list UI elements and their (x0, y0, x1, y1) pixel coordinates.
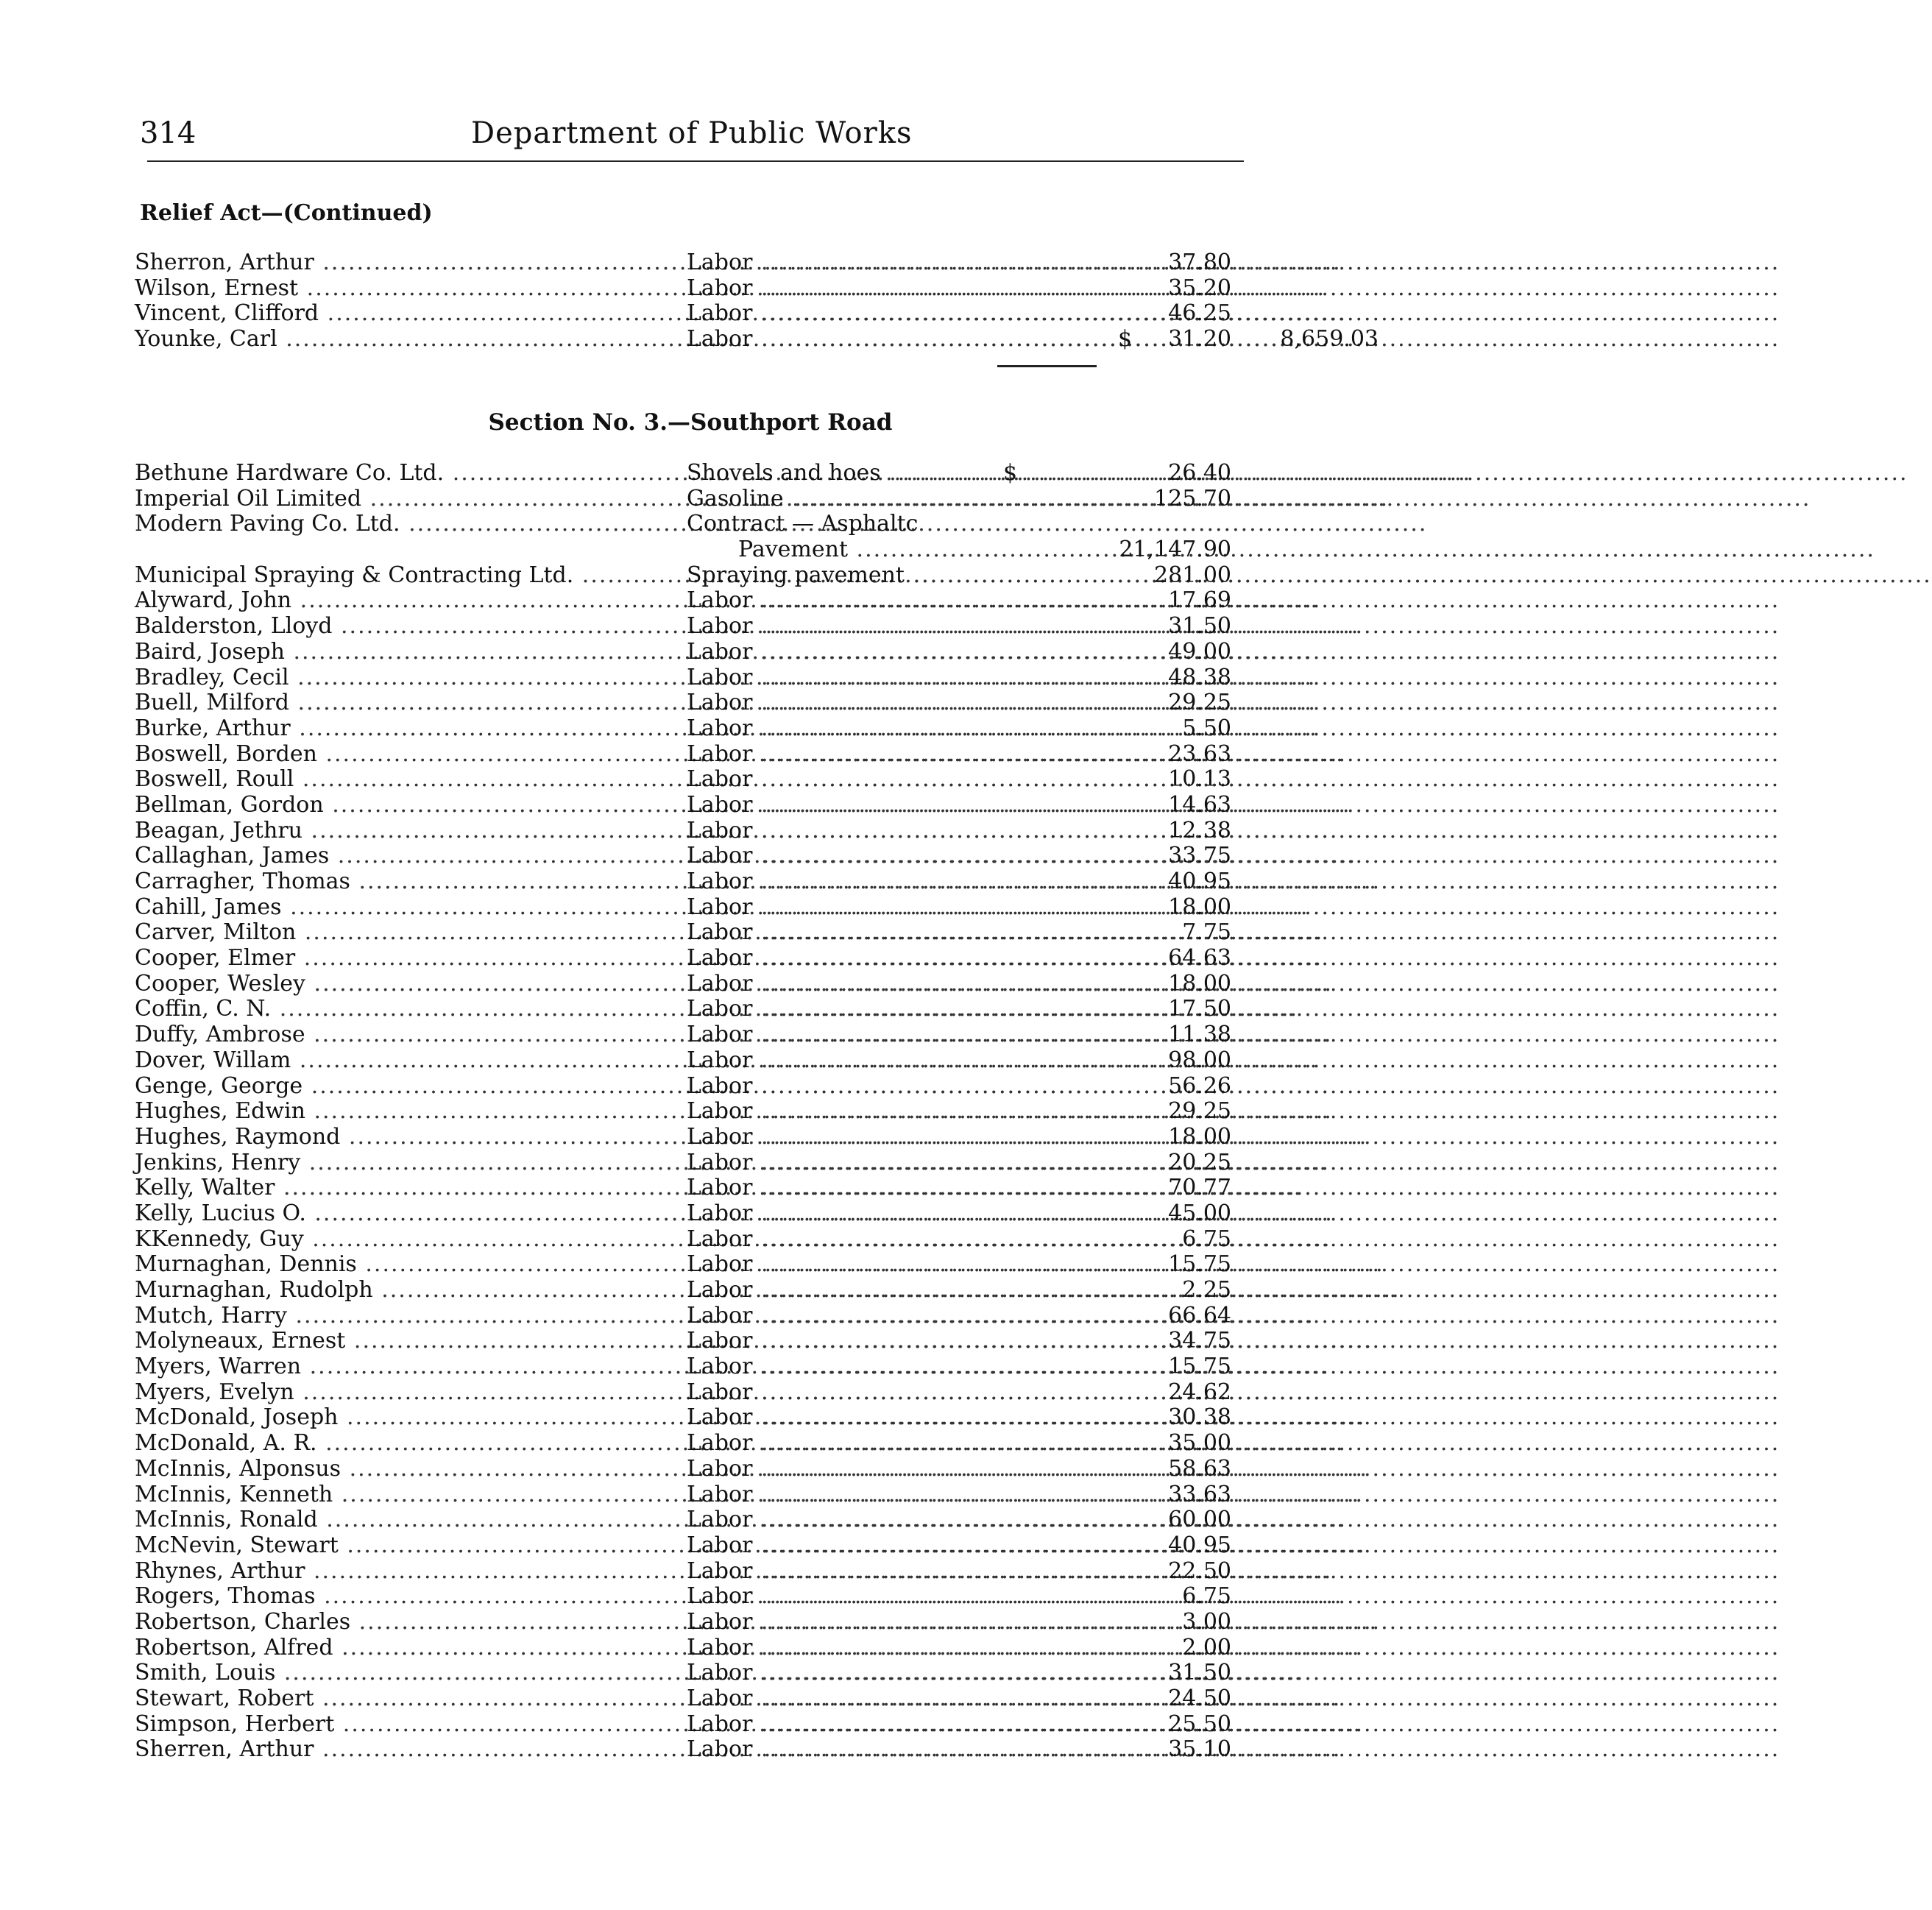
payment-description: Labor ..... (687, 1022, 1112, 1048)
payment-amount: 3.00 (1182, 1608, 1231, 1635)
payment-amount: 18.00 (1168, 970, 1231, 997)
payment-amount: 31.50 (1168, 1660, 1231, 1686)
payment-description: Labor ..... (687, 1533, 1112, 1559)
payment-description: Shovels and hoes ..... (687, 461, 1112, 487)
payment-amount: 22.50 (1168, 1557, 1231, 1584)
payment-amount: 70.77 (1168, 1175, 1231, 1201)
ledger-row (135, 1737, 1253, 1763)
ledger-row (135, 920, 1253, 946)
ledger-row (135, 640, 1253, 665)
payment-amount: 17.69 (1168, 587, 1231, 614)
payment-amount: 2.25 (1182, 1277, 1231, 1303)
ledger-row (135, 1380, 1253, 1406)
payment-description: Labor ..... (687, 1507, 1112, 1533)
payee-name: McDonald, A. R. ..... (135, 1431, 683, 1457)
payment-description: Labor ..... (687, 250, 1112, 276)
ledger-row (135, 487, 1253, 512)
ledger-row (135, 767, 1253, 793)
payment-amount: 33.63 (1168, 1481, 1231, 1507)
payee-name: Cahill, James ..... (135, 895, 683, 921)
payment-amount: 34.75 (1168, 1328, 1231, 1354)
payment-description: Labor ..... (687, 1304, 1112, 1329)
ledger-row (135, 1354, 1253, 1380)
payment-amount: 24.50 (1168, 1686, 1231, 1711)
ledger-row (135, 1712, 1253, 1738)
payment-amount: 29.25 (1168, 1098, 1231, 1125)
payee-name: Modern Paving Co. Ltd. ..... (135, 512, 683, 537)
payee-name: Buell, Milford ..... (135, 690, 683, 716)
payment-amount: 29.25 (1168, 690, 1231, 716)
payment-amount: 66.64 (1168, 1302, 1231, 1329)
payment-amount: 30.38 (1168, 1404, 1231, 1431)
ledger-row (135, 1201, 1253, 1227)
payment-amount: 125.70 (1154, 485, 1231, 512)
payment-description: Labor ..... (687, 869, 1112, 895)
ledger-row (135, 1457, 1253, 1482)
payee-name: Carragher, Thomas ..... (135, 869, 683, 895)
payment-description: Labor ..... (687, 588, 1112, 614)
payee-name: Callaghan, James ..... (135, 843, 683, 869)
payment-amount: 17.50 (1168, 996, 1231, 1022)
payment-description: Labor ..... (687, 1686, 1112, 1712)
payment-amount: 40.95 (1168, 1532, 1231, 1558)
ledger-row (135, 1022, 1253, 1048)
ledger-row (135, 326, 1379, 353)
payment-description: Labor ..... (687, 818, 1112, 844)
page-number: 314 (140, 116, 197, 150)
payee-name: Municipal Spraying & Contracting Ltd. ..... (135, 563, 683, 589)
payment-amount: 23.63 (1168, 740, 1231, 767)
payment-amount: 37.80 (1168, 250, 1231, 275)
payee-name: Hughes, Raymond ..... (135, 1125, 683, 1150)
currency-symbol-text: $ (1003, 460, 1018, 486)
payment-description: Labor ..... (687, 1278, 1112, 1304)
payment-amount: 18.00 (1168, 894, 1231, 920)
ledger-row (135, 972, 1253, 997)
ledger-row (135, 843, 1253, 869)
payment-amount: 46.25 (1168, 300, 1231, 327)
ledger-row (135, 1431, 1253, 1457)
payment-amount: 40.95 (1168, 869, 1231, 894)
payment-amount: 25.50 (1168, 1711, 1231, 1737)
payment-amount: 10.13 (1168, 766, 1231, 793)
running-head: Department of Public Works (471, 116, 913, 150)
payee-name: McInnis, Alponsus ..... (135, 1457, 683, 1482)
payment-description: Labor ..... (687, 1712, 1112, 1738)
payment-description: Labor ..... (687, 843, 1112, 869)
payment-description: Labor ..... (687, 1610, 1112, 1635)
payment-amount: 64.63 (1168, 945, 1231, 972)
ledger-row (135, 461, 1253, 487)
payment-description: Labor ..... (687, 997, 1112, 1022)
section-heading-southport-road: Section No. 3.—Southport Road (488, 409, 893, 436)
payment-description: Labor ..... (687, 1584, 1112, 1610)
labor-rows (135, 588, 1253, 1763)
payment-amount: 6.75 (1182, 1225, 1231, 1252)
payment-description: Labor ..... (687, 1175, 1112, 1201)
payment-description: Labor ..... (687, 614, 1112, 640)
southport-road-rows (135, 461, 1253, 1763)
payee-name: Wilson, Ernest ..... (135, 276, 683, 302)
payment-amount: 5.50 (1182, 715, 1231, 741)
payee-name: McInnis, Ronald ..... (135, 1507, 683, 1533)
payment-description: Labor ..... (687, 1201, 1112, 1227)
payee-name: Boswell, Borden ..... (135, 742, 683, 768)
payee-name: Coffin, C. N. ..... (135, 997, 683, 1022)
payment-amount: 35.00 (1168, 1430, 1231, 1457)
payee-name: Imperial Oil Limited ..... (135, 487, 683, 512)
payee-name: Bradley, Cecil ..... (135, 665, 683, 691)
payment-amount: 33.75 (1168, 843, 1231, 869)
payee-name: Murnaghan, Rudolph ..... (135, 1278, 683, 1304)
payment-description: Labor ..... (687, 946, 1112, 972)
ledger-row (135, 1227, 1253, 1253)
payment-amount: 31.20 (1168, 326, 1231, 353)
payment-description: Labor ..... (687, 327, 1112, 353)
payment-amount: 24.62 (1168, 1379, 1231, 1405)
payee-name: Murnaghan, Dennis ..... (135, 1252, 683, 1278)
payment-description: Spraying pavement ..... (687, 563, 1112, 589)
ledger-row (135, 1252, 1253, 1278)
payment-description: Labor ..... (687, 716, 1112, 742)
ledger-row (135, 818, 1253, 844)
ledger-row (135, 1559, 1253, 1585)
payment-amount: 60.00 (1168, 1507, 1231, 1533)
ledger-row (135, 588, 1253, 614)
payee-name: Mutch, Harry ..... (135, 1304, 683, 1329)
ledger-row (135, 1150, 1253, 1176)
payment-description: Labor ..... (687, 1099, 1112, 1125)
payee-name: Kelly, Lucius O. ..... (135, 1201, 683, 1227)
payment-description: Labor ..... (687, 1482, 1112, 1508)
payee-name: Carver, Milton ..... (135, 920, 683, 946)
payment-description: Labor ..... (687, 1457, 1112, 1482)
payment-description: Labor ..... (687, 793, 1112, 818)
payment-amount: 56.26 (1168, 1072, 1231, 1099)
ledger-row (135, 869, 1253, 895)
payee-name: Cooper, Wesley ..... (135, 972, 683, 997)
payee-name: Sherron, Arthur ..... (135, 250, 683, 276)
payee-name: Bethune Hardware Co. Ltd. ..... (135, 461, 683, 487)
payment-description: Labor ..... (687, 1354, 1112, 1380)
payee-name: Dover, Willam ..... (135, 1048, 683, 1074)
ledger-row (135, 1635, 1253, 1661)
payment-amount: 15.75 (1168, 1251, 1231, 1278)
payment-amount: 6.75 (1182, 1583, 1231, 1610)
ledger-row (135, 1507, 1253, 1533)
ledger-row (135, 1533, 1253, 1559)
sum-rule (997, 365, 1097, 367)
ledger-row (135, 1584, 1253, 1610)
payment-description: Labor ..... (687, 895, 1112, 921)
payment-description: Labor ..... (687, 972, 1112, 997)
ledger-row (135, 1610, 1253, 1635)
payment-description: Labor ..... (687, 276, 1112, 302)
payment-description: Labor ..... (687, 1635, 1112, 1661)
payee-name: Vincent, Clifford ..... (135, 301, 683, 327)
payee-name: Molyneaux, Ernest ..... (135, 1329, 683, 1354)
payee-name: Rhynes, Arthur ..... (135, 1559, 683, 1585)
payment-amount: 49.00 (1168, 638, 1231, 665)
payment-amount: 48.38 (1168, 664, 1231, 690)
payee-name: Simpson, Herbert ..... (135, 1712, 683, 1738)
payment-amount: 35.20 (1168, 275, 1231, 301)
payee-name: McInnis, Kenneth ..... (135, 1482, 683, 1508)
payee-name: Duffy, Ambrose ..... (135, 1022, 683, 1048)
payment-description: Labor ..... (687, 1559, 1112, 1585)
payment-amount: 35.10 (1168, 1736, 1231, 1763)
payee-name: Sherren, Arthur ..... (135, 1737, 683, 1763)
ledger-row-continuation (135, 537, 1253, 563)
payment-amount: 21,147.90 (1119, 537, 1231, 563)
payee-name: Boswell, Roull ..... (135, 767, 683, 793)
payee-name: KKennedy, Guy ..... (135, 1227, 683, 1253)
payee-name: Younke, Carl ..... (135, 327, 683, 353)
payment-description: Labor ..... (687, 1048, 1112, 1074)
payment-amount: 31.50 (1168, 613, 1231, 640)
payment-amount: 15.75 (1168, 1354, 1231, 1380)
payment-description: Labor ..... (687, 1074, 1112, 1100)
payee-name: Jenkins, Henry ..... (135, 1150, 683, 1176)
ledger-row (135, 716, 1253, 742)
payee-name: Robertson, Charles ..... (135, 1610, 683, 1635)
payment-description: Labor ..... (687, 640, 1112, 665)
payee-name: Balderston, Lloyd ..... (135, 614, 683, 640)
payment-amount: 11.38 (1168, 1022, 1231, 1048)
ledger-row (135, 512, 1253, 537)
ledger-row (135, 1304, 1253, 1329)
payment-amount: 281.00 (1154, 562, 1231, 588)
payment-amount: 7.75 (1182, 919, 1231, 946)
payee-name: Hughes, Edwin ..... (135, 1099, 683, 1125)
payment-amount: 26.40 (1168, 460, 1231, 486)
payment-amount: 14.63 (1168, 791, 1231, 818)
ledger-row (135, 563, 1253, 589)
ledger-row (135, 276, 1253, 302)
payee-name: Kelly, Walter ..... (135, 1175, 683, 1201)
payee-name: Stewart, Robert ..... (135, 1686, 683, 1712)
payment-description: Labor ..... (687, 1737, 1112, 1763)
ledger-row (135, 1175, 1253, 1201)
payment-description: Labor ..... (687, 1380, 1112, 1406)
payee-name: Rogers, Thomas ..... (135, 1584, 683, 1610)
payment-description: Labor ..... (687, 1125, 1112, 1150)
ledger-row (135, 1278, 1253, 1304)
payment-description: Labor ..... (687, 690, 1112, 716)
ledger-row (135, 742, 1253, 768)
ledger-row (135, 1048, 1253, 1074)
payment-description: Labor ..... (687, 1150, 1112, 1176)
payee-name: Burke, Arthur ..... (135, 716, 683, 742)
ledger-row (135, 1482, 1253, 1508)
head-rule (147, 160, 1244, 162)
payment-description: Labor ..... (687, 301, 1112, 327)
section-total: 8,659.03 (1280, 326, 1379, 353)
payment-description: Labor ..... (687, 1431, 1112, 1457)
payee-name: McNevin, Stewart ..... (135, 1533, 683, 1559)
payee-name: Smith, Louis ..... (135, 1660, 683, 1686)
ledger-row (135, 1405, 1253, 1431)
payment-description: Labor ..... (687, 742, 1112, 768)
payee-name: Myers, Evelyn ..... (135, 1380, 683, 1406)
payee-name: Bellman, Gordon ..... (135, 793, 683, 818)
payment-amount: 12.38 (1168, 817, 1231, 843)
payee-name: Robertson, Alfred ..... (135, 1635, 683, 1661)
section-heading-relief-act: Relief Act—(Continued) (140, 200, 433, 226)
payment-description: Labor ..... (687, 1252, 1112, 1278)
ledger-row (135, 614, 1253, 640)
payee-name: Beagan, Jethru ..... (135, 818, 683, 844)
payment-amount: 2.00 (1182, 1634, 1231, 1660)
ledger-row (135, 997, 1253, 1022)
ledger-row (135, 301, 1253, 327)
ledger-row (135, 895, 1253, 921)
payment-description: Labor ..... (687, 1227, 1112, 1253)
ledger-row (135, 1686, 1253, 1712)
payment-description: Labor ..... (687, 1329, 1112, 1354)
payment-amount: 18.00 (1168, 1123, 1231, 1150)
payment-description: Labor ..... (687, 665, 1112, 691)
payee-name: Cooper, Elmer ..... (135, 946, 683, 972)
ledger-row (135, 665, 1253, 691)
payment-description: Labor ..... (687, 920, 1112, 946)
payee-name: McDonald, Joseph ..... (135, 1405, 683, 1431)
payee-name: Myers, Warren ..... (135, 1354, 683, 1380)
payment-amount: 45.00 (1168, 1200, 1231, 1226)
payee-name: Genge, George ..... (135, 1074, 683, 1100)
payee-name: Alyward, John ..... (135, 588, 683, 614)
payee-name: Baird, Joseph ..... (135, 640, 683, 665)
payment-description: Labor ..... (687, 1660, 1112, 1686)
ledger-row (135, 1074, 1253, 1100)
ledger-row (135, 250, 1253, 276)
payment-description: Gasoline ..... (687, 487, 1112, 512)
ledger-row (135, 793, 1253, 818)
payment-description: Labor ..... (687, 1405, 1112, 1431)
ledger-row (135, 1329, 1253, 1354)
payment-description: Labor ..... (687, 767, 1112, 793)
payment-description-continued: Pavement ..... (738, 537, 1112, 563)
payment-amount: 20.25 (1168, 1149, 1231, 1175)
payment-amount: 58.63 (1168, 1455, 1231, 1482)
ledger-row (135, 1099, 1253, 1125)
payment-amount: 98.00 (1168, 1047, 1231, 1073)
payment-description: Contract — Asphaltc (687, 511, 919, 537)
total-currency-symbol: $ (1118, 326, 1133, 353)
ledger-row (135, 946, 1253, 972)
ledger-row (135, 1125, 1253, 1150)
relief-act-rows (135, 250, 1379, 353)
ledger-row (135, 1660, 1253, 1686)
ledger-row (135, 690, 1253, 716)
